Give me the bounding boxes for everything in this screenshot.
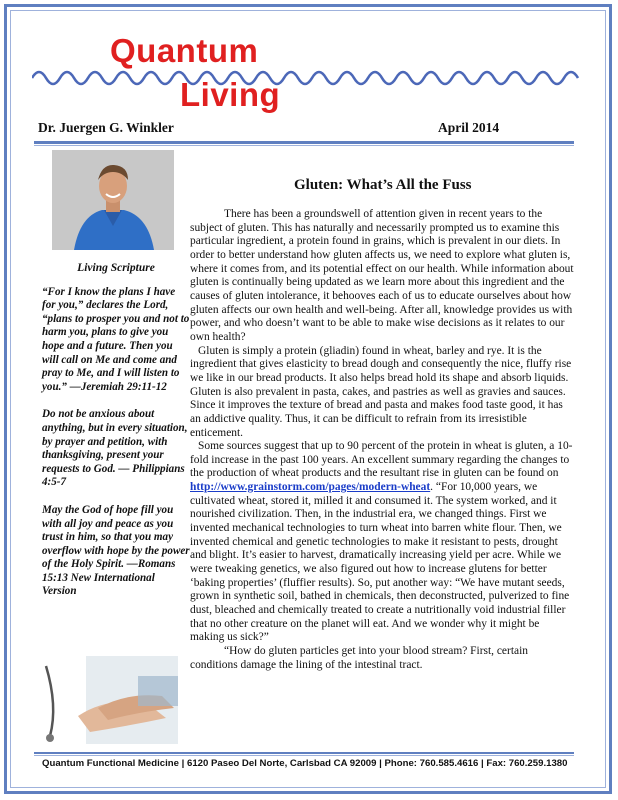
article-title: Gluten: What’s All the Fuss bbox=[294, 177, 472, 193]
header-rule bbox=[34, 141, 574, 144]
article-text: . “For 10,000 years, we cultivated wheat, stored it, milled it and consumed it. The system worked, and it nourished civilization. Then, in the industrial era, we changed things. First we invented mechanical technologies to turn wheat into barren white flour. Then, we invented chemical and genetic technologies to make it resistant to pests, drought and blight. It’s easier to harvest, dramatically increasing yield per acre. While we were tweaking genetics, we also figured out how to increase glutens for better ‘baking properties’ (fluffier results). So, put another way: “We have mutant seeds, grown in synthetic soil, bathed in chemicals, then deconstructed, pulverized to fine dust, bleached and chemically treated to create a nutritionally void industrial filler that no other creature on the planet will eat. And we wonder why it might be making us sick?” bbox=[190, 481, 570, 644]
masthead-title-quantum: Quantum bbox=[110, 32, 259, 69]
grainstorm-link[interactable]: http://www.grainstorm.com/pages/modern-wheat bbox=[190, 481, 431, 494]
masthead-wave-icon bbox=[32, 66, 582, 90]
living-scripture-sidebar bbox=[42, 262, 190, 613]
article-paragraph: Gluten is simply a protein (gliadin) found in wheat, barley and rye. It is the ingredient that gives elasticity to bread dough and consequently the nice, fluffy rise we like in our bread products. It also helps bread hold its shape and absorb liquids. Gluten is also prevalent in pasta, cakes, and pastries as well as gravies and sauces. Since it improves the texture of bread and pasta and makes food taste good, it has an addictive quality. Thus, it can be difficult to refrain from its irresistible enticement. bbox=[190, 344, 572, 439]
author-photo bbox=[52, 150, 174, 250]
footer-rule-thin bbox=[34, 755, 574, 756]
scripture-quote: “For I know the plans I have for you,” declares the Lord, “plans to prosper you and not to harm you, plans to give you hope and a future. Then you will call on Me and come and pray to Me, and I will listen to you.” —Jeremiah 29:11-12 bbox=[42, 285, 190, 393]
header-rule-thin bbox=[34, 145, 574, 146]
author-name: Dr. Juergen G. Winkler bbox=[38, 120, 174, 135]
article-text: Some sources suggest that up to 90 percent of the protein in wheat is gluten, a 10-fold increase in the past 100 years. An excellent summary regarding the changes to the production of wheat products and the resultant rise in gluten can be found on bbox=[190, 440, 573, 480]
article-paragraph bbox=[190, 440, 574, 645]
article-body bbox=[190, 208, 574, 672]
sidebar-heading: Living Scripture bbox=[77, 262, 155, 274]
article-paragraph: “How do gluten particles get into your blood stream? First, certain conditions damage the lining of the intestinal tract. bbox=[190, 645, 528, 671]
footer-rule bbox=[34, 752, 574, 754]
scripture-quote: Do not be anxious about anything, but in every situation, by prayer and petition, with thanksgiving, present your requests to God. — Philippians 4:5-7 bbox=[42, 408, 188, 489]
article-paragraph: There has been a groundswell of attention given in recent years to the subject of gluten. This has naturally and necessarily prompted us to examine this particular ingredient, a protein found in grains, which is prevalent in our diets. In order to better understand how gluten affects us, we need to explore what gluten is, where it comes from, and its potential effect on our health. While information about gluten is continually being updated as we learn more about this ingredient and the causes of gluten intolerance, it behooves each of us to educate ourselves about how gluten affects our own health and well-being. After all, knowledge provides us with power, and who doesn’t want to be able to make wise decisions as it relates to our own health? bbox=[190, 208, 574, 343]
masthead-title-living: Living bbox=[180, 76, 281, 113]
doctor-patient-photo bbox=[38, 656, 178, 744]
footer-contact: Quantum Functional Medicine | 6120 Paseo Del Norte, Carlsbad CA 92009 | Phone: 760.585.4616 | Fax: 760.259.1380 bbox=[42, 758, 568, 769]
issue-date: April 2014 bbox=[438, 120, 500, 135]
scripture-quote: May the God of hope fill you with all joy and peace as you trust in him, so that you may overflow with hope by the power of the Holy Spirit. —Romans 15:13 New International Version bbox=[42, 503, 190, 598]
